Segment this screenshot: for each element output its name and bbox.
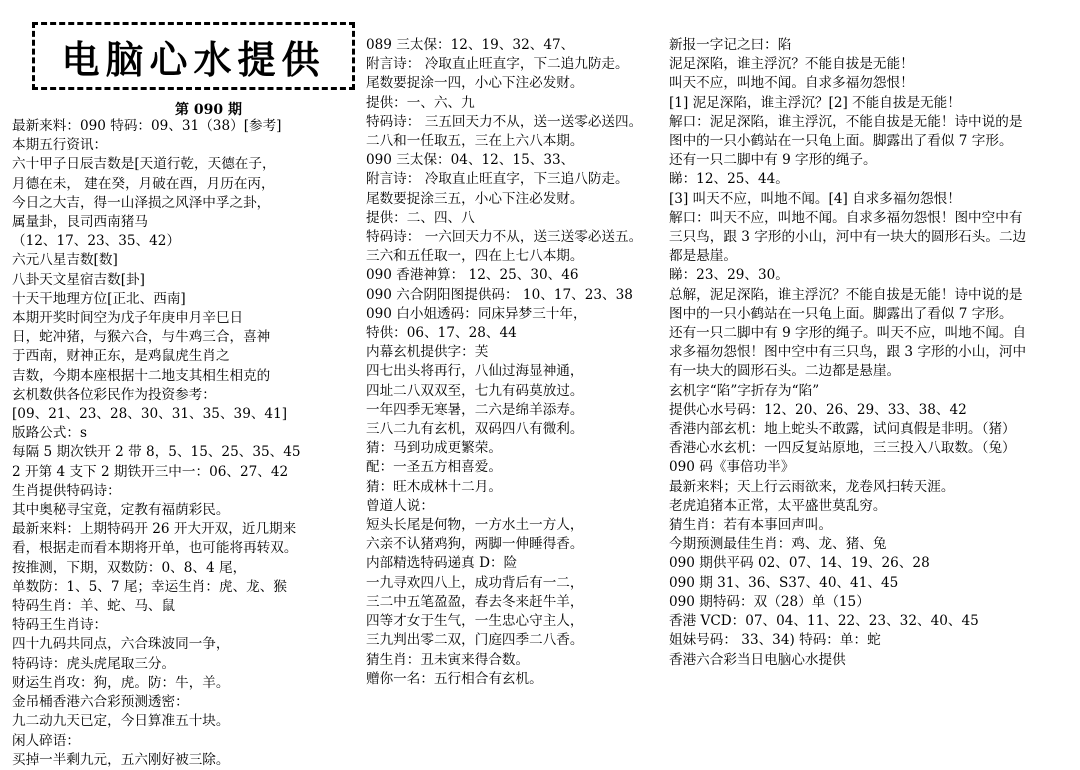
text-line: 最新来料：090 特码：09、31（38）[参考] bbox=[12, 118, 282, 134]
text-line: 090 期供平码 02、07、14、19、26、28 bbox=[669, 555, 930, 572]
text-line: 六亲不认猪鸡狗，两脚一伸睡得香。 bbox=[366, 536, 584, 553]
text-line: 买掉一半剩九元，五六刚好被三除。 bbox=[12, 751, 230, 768]
text-line: 曾道人说： bbox=[366, 497, 434, 514]
text-line: 尾数要捉涂三五，小心下注必发财。 bbox=[366, 190, 584, 207]
text-line: 图中的一只小鹤站在一只龟上面。脚露出了看似 7 字形。 bbox=[669, 133, 1013, 150]
text-line: 睇：12、25、44。 bbox=[669, 171, 789, 188]
text-line: 总解，泥足深陷，谁主浮沉？不能自拔是无能！诗中说的是 bbox=[669, 286, 1023, 303]
text-line: 求多福勿怨恨！图中空中有三只鸟，跟 3 字形的小山，河中 bbox=[669, 344, 1027, 361]
page-title: 电脑心水提供 bbox=[61, 37, 326, 82]
text-line: 内部精选特码递真 D：险 bbox=[366, 555, 518, 572]
text-line: 特供：06、17、28、44 bbox=[366, 325, 517, 342]
text-line: 内幕玄机提供字：芙 bbox=[366, 344, 489, 361]
text-line: [09、21、23、28、30、31、35、39、41] bbox=[12, 406, 288, 423]
text-line: 月德在未， 建在癸，月破在酉，月历在丙， bbox=[12, 175, 275, 192]
text-line: 猜：马到功成更繁荣。 bbox=[366, 440, 502, 457]
text-line: 日，蛇冲猪，与猴六合，与牛鸡三合，喜神 bbox=[12, 329, 271, 346]
text-line: 属量卦，艮司西南猪马 bbox=[12, 214, 148, 231]
text-line: 三六和五任取一，四在上七八本期。 bbox=[366, 248, 584, 265]
text-line: 香港内部玄机：地上蛇头不敢露，试问真假是非明。（猪） bbox=[669, 421, 1016, 438]
text-line: 都是悬崖。 bbox=[669, 248, 737, 265]
text-line: 090 三太保：04、12、15、33、 bbox=[366, 152, 575, 169]
text-line: 特码王生肖诗： bbox=[12, 617, 108, 634]
text-line: 三只鸟，跟 3 字形的小山，河中有一块大的圆形石头。二边 bbox=[669, 229, 1027, 246]
text-line: 090 期 31、36、S37、40、41、45 bbox=[669, 574, 899, 591]
text-line: 单数防：1、5、7 尾；幸运生肖：虎、龙、猴 bbox=[12, 578, 287, 595]
text-line: 090 期特码：双（28）单（15） bbox=[669, 593, 870, 610]
text-line: 提供：一、六、九 bbox=[366, 94, 475, 111]
text-line: 财运生肖攻：狗，虎。防：牛，羊。 bbox=[12, 674, 230, 691]
text-line: 提供心水号码：12、20、26、29、33、38、42 bbox=[669, 401, 967, 418]
text-line: 配：一圣五方相喜爱。 bbox=[366, 459, 502, 476]
text-line: 四等才女于生气，一生忠心守主人， bbox=[366, 613, 584, 630]
text-line: 090 六合阴阳图提供码： 10、17、23、38 bbox=[366, 286, 633, 303]
text-line: 一年四季无寒暑，二六是绵羊添寿。 bbox=[366, 401, 584, 418]
text-line: 吉数，今期本座根据十二地支其相生相克的 bbox=[12, 367, 271, 384]
text-line: 按推测，下期，双数防：0、8、4 尾， bbox=[12, 559, 247, 576]
text-line: 四七出头将再行，八仙过海显神通， bbox=[366, 363, 584, 380]
text-line: 今期预测最佳生肖：鸡、龙、猪、兔 bbox=[669, 536, 887, 553]
text-line: 版路公式：s bbox=[12, 425, 87, 442]
text-line: 看，根据走而看本期将开单，也可能将再转双。 bbox=[12, 540, 298, 557]
text-line: 二八和一任取五，三在上六八本期。 bbox=[366, 133, 584, 150]
text-line: 三二中五笔盈盈，春去冬来赶牛羊， bbox=[366, 593, 584, 610]
text-line: 本期开奖时间空为戊子年庚申月辛巳日 bbox=[12, 310, 244, 327]
text-line: 睇：23、29、30。 bbox=[669, 267, 789, 284]
title-box bbox=[32, 22, 355, 90]
text-line: 猜：旺木成林十二月。 bbox=[366, 478, 502, 495]
text-line: 还有一只二脚中有 9 字形的绳子。叫天不应，叫地不闻。自 bbox=[669, 325, 1027, 342]
text-line: 新报一字记之曰：陷 bbox=[669, 37, 792, 53]
text-line: 附言诗： 冷取直止旺直字，下三追八防走。 bbox=[366, 171, 629, 188]
text-line: 提供：二、四、八 bbox=[366, 209, 475, 226]
right-column bbox=[669, 36, 1069, 670]
text-line: 089 三太保：12、19、32、47、 bbox=[366, 37, 575, 53]
text-line: 赠你一名：五行相合有玄机。 bbox=[366, 670, 543, 687]
text-line: 姐妹号码： 33、34) 特码：单：蛇 bbox=[669, 632, 881, 649]
text-line: 闲人碎语： bbox=[12, 732, 80, 749]
text-line: 八卦天文星宿吉数[卦] bbox=[12, 271, 145, 288]
text-line: 每隔 5 期次铁开 2 带 8，5、15、25、35、45 bbox=[12, 444, 301, 461]
text-line: [3] 叫天不应，叫地不闻。[4] 自求多福勿怨恨！ bbox=[669, 190, 961, 207]
text-line: 特码诗：虎头虎尾取三分。 bbox=[12, 655, 176, 672]
text-line: 最新来料；天上行云雨欲来，龙卷风扫转天涯。 bbox=[669, 478, 955, 495]
text-line: 090 香港神算： 12、25、30、46 bbox=[366, 267, 579, 284]
text-line: 生肖提供特码诗： bbox=[12, 482, 121, 499]
text-line: 三八二九有玄机，双码四八有微利。 bbox=[366, 421, 584, 438]
text-line: [1] 泥足深陷，谁主浮沉？[2] 不能自拔是无能！ bbox=[669, 94, 961, 111]
text-line: 尾数要捉涂一四，小心下注必发财。 bbox=[366, 75, 584, 92]
middle-column bbox=[366, 36, 666, 689]
text-line: 泥足深陷，谁主浮沉？不能自拔是无能！ bbox=[669, 56, 914, 73]
text-line: 090 白小姐透码：同床异梦三十年， bbox=[366, 305, 587, 322]
text-line: 其中奥秘寻宝竟，定教有福荫彩民。 bbox=[12, 502, 230, 519]
text-line: 图中的一只小鹤站在一只龟上面。脚露出了看似 7 字形。 bbox=[669, 305, 1013, 322]
text-line: 四十九码共同点，六合珠波同一争， bbox=[12, 636, 230, 653]
text-line: 香港心水玄机：一四反复站原地，三三投入八取数。（兔） bbox=[669, 440, 1016, 457]
text-line: 于西南，财神正东，是鸡鼠虎生肖之 bbox=[12, 348, 230, 365]
text-line: 090 码《事倍功半》 bbox=[669, 459, 795, 476]
text-line: 香港六合彩当日电脑心水提供 bbox=[669, 651, 846, 668]
text-line: （12、17、23、35、42） bbox=[12, 233, 181, 250]
text-line: 一九寻欢四八上，成功背后有一二， bbox=[366, 574, 584, 591]
text-line: 十天干地理方位[正北、西南] bbox=[12, 290, 186, 307]
text-line: 特码生肖：羊、蛇、马、鼠 bbox=[12, 598, 176, 615]
text-line: 四址二八双双至，七九有码莫放过。 bbox=[366, 382, 584, 399]
issue-number: 第 090 期 bbox=[175, 102, 242, 118]
text-line: 本期五行资讯： bbox=[12, 137, 108, 154]
text-line: 叫天不应，叫地不闻。自求多福勿怨恨！ bbox=[669, 75, 914, 92]
text-line: 六元八星吉数[数] bbox=[12, 252, 118, 269]
text-line: 玄机字“陷”字折存为“陷” bbox=[669, 382, 820, 399]
text-line: 还有一只二脚中有 9 字形的绳子。 bbox=[669, 152, 877, 169]
text-line: 玄机数供各位彩民作为投资参考： bbox=[12, 386, 216, 403]
text-line: 特码诗： 三五回天力不从，送一送零必送四。 bbox=[366, 113, 643, 130]
text-line: 猜生肖：若有本事回声叫。 bbox=[669, 517, 833, 534]
text-line: 今日之大吉，得一山泽损之风泽中孚之卦， bbox=[12, 194, 271, 211]
text-line: 六十甲子日辰吉数是[天道行乾，天德在子， bbox=[12, 156, 276, 173]
text-line: 特码诗： 一六回天力不从，送三送零必送五。 bbox=[366, 229, 643, 246]
text-line: 九二动九天已定，今日算准五十块。 bbox=[12, 713, 230, 730]
text-line: 附言诗： 冷取直止旺直字，下二追九防走。 bbox=[366, 56, 629, 73]
text-line: 2 开第 4 支下 2 期铁开三中一：06、27、42 bbox=[12, 463, 289, 480]
text-line: 香港 VCD：07、04、11、22、23、32、40、45 bbox=[669, 613, 979, 630]
text-line: 解口：叫天不应，叫地不闻。自求多福勿怨恨！图中空中有 bbox=[669, 209, 1023, 226]
text-line: 猜生肖：丑未寅来得合数。 bbox=[366, 651, 530, 668]
text-line: 金吊桶香港六合彩预测透密： bbox=[12, 694, 189, 711]
text-line: 短头长尾是何物，一方水土一方人， bbox=[366, 517, 584, 534]
text-line: 最新来料：上期特码开 26 开大开双，近几期来 bbox=[12, 521, 297, 538]
text-line: 有一块大的圆形石头。二边都是悬崖。 bbox=[669, 363, 901, 380]
text-line: 老虎追猪本正常，太平盛世莫乱穷。 bbox=[669, 497, 887, 514]
text-line: 解口：泥足深陷，谁主浮沉，不能自拔是无能！诗中说的是 bbox=[669, 113, 1023, 130]
text-line: 三九判出零二双，门庭四季二八香。 bbox=[366, 632, 584, 649]
